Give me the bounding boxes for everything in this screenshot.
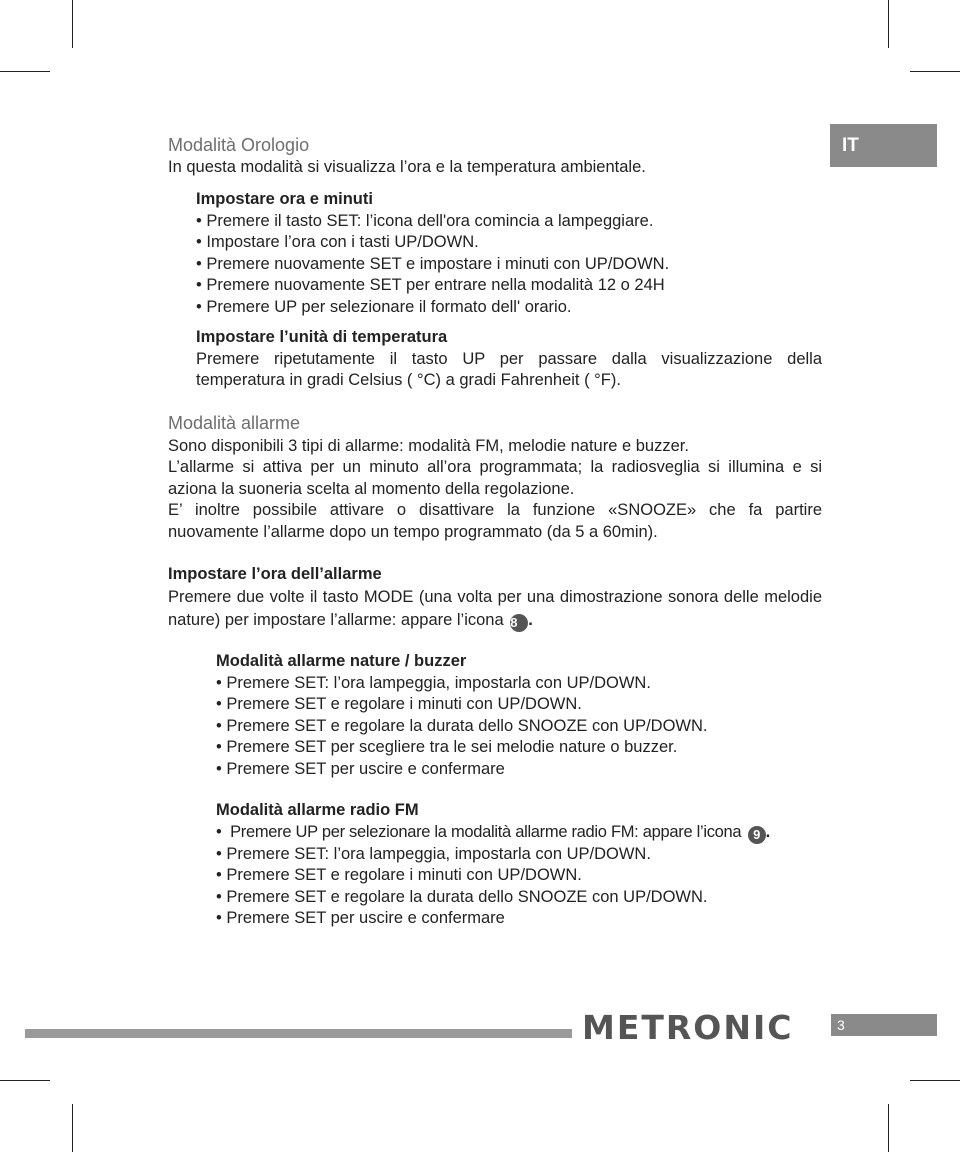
set-alarm-text bbox=[168, 586, 822, 632]
crop-mark bbox=[910, 71, 960, 72]
alarm-paragraph: Sono disponibili 3 tipi di allarme: modalità FM, melodie nature e buzzer. bbox=[168, 436, 689, 455]
set-time-list bbox=[196, 211, 836, 319]
list-item bbox=[216, 822, 836, 844]
list-item: • Premere SET: l’ora lampeggia, impostarla con UP/DOWN. bbox=[216, 673, 836, 695]
set-time-title: Impostare ora e minuti bbox=[196, 190, 373, 208]
brand-logo: METRONIC bbox=[582, 1008, 794, 1047]
set-alarm-section bbox=[168, 563, 822, 632]
crop-mark bbox=[910, 1080, 960, 1081]
list-item: • Premere SET e regolare la durata dello SNOOZE con UP/DOWN. bbox=[216, 716, 836, 738]
list-item: • Premere il tasto SET: l’icona dell'ora comincia a lampeggiare. bbox=[196, 211, 836, 233]
period: . bbox=[765, 822, 770, 841]
alarm-icon-8: 8 bbox=[510, 614, 528, 632]
temperature-text: Premere ripetutamente il tasto UP per passare dalla visualizzazione della temperatura in gradi Celsius ( °C) a gradi Fahrenheit ( °F). bbox=[196, 349, 822, 389]
alarm-paragraph: L’allarme si attiva per un minuto all’ora programmata; la radiosveglia si illumina e si aziona la suoneria scelta al momento della regolazione. bbox=[168, 458, 822, 498]
radio-title: Modalità allarme radio FM bbox=[216, 801, 419, 819]
period: . bbox=[528, 611, 533, 629]
list-item: • Premere SET per uscire e confermare bbox=[216, 759, 836, 781]
footer-bar bbox=[25, 1029, 572, 1038]
radio-first-item-text: Premere UP per selezionare la modalità allarme radio FM: appare l’icona bbox=[230, 822, 742, 841]
radio-list bbox=[216, 822, 836, 930]
crop-mark bbox=[72, 1104, 73, 1152]
crop-mark bbox=[0, 71, 50, 72]
nature-section bbox=[216, 651, 836, 780]
list-item: • Premere nuovamente SET e impostare i minuti con UP/DOWN. bbox=[196, 254, 836, 276]
list-item: • Premere SET e regolare i minuti con UP/DOWN. bbox=[216, 865, 836, 887]
temperature-section bbox=[196, 327, 822, 392]
list-item: • Premere SET per scegliere tra le sei melodie nature o buzzer. bbox=[216, 737, 836, 759]
list-item: • Premere SET per uscire e confermare bbox=[216, 908, 836, 930]
language-tab: IT bbox=[830, 124, 937, 167]
set-alarm-title: Impostare l’ora dell’allarme bbox=[168, 565, 382, 583]
crop-mark bbox=[888, 0, 889, 48]
clock-section bbox=[168, 135, 713, 178]
clock-title: Modalità Orologio bbox=[168, 135, 310, 155]
nature-title: Modalità allarme nature / buzzer bbox=[216, 652, 467, 670]
list-item: • Impostare l’ora con i tasti UP/DOWN. bbox=[196, 232, 836, 254]
temperature-title: Impostare l’unità di temperatura bbox=[196, 328, 448, 346]
list-item: • Premere SET e regolare i minuti con UP/DOWN. bbox=[216, 694, 836, 716]
alarm-title: Modalità allarme bbox=[168, 413, 301, 433]
alarm-paragraph: E’ inoltre possibile attivare o disattivare la funzione «SNOOZE» che fa partire nuovamente l’allarme dopo un tempo programmato (da 5 a 60min). bbox=[168, 501, 822, 541]
alarm-icon-9: 9 bbox=[748, 826, 766, 844]
nature-list bbox=[216, 673, 836, 781]
set-alarm-text-body: Premere due volte il tasto MODE (una volta per una dimostrazione sonora delle melodie nature) per impostare l’allarme: appare l’icona bbox=[168, 588, 822, 629]
page-number: 3 bbox=[831, 1014, 937, 1036]
crop-mark bbox=[0, 1080, 50, 1081]
crop-mark bbox=[72, 0, 73, 48]
alarm-section bbox=[168, 413, 822, 543]
crop-mark bbox=[888, 1104, 889, 1152]
clock-intro: In questa modalità si visualizza l’ora e la temperatura ambientale. bbox=[168, 157, 646, 176]
list-item: • Premere nuovamente SET per entrare nella modalità 12 o 24H bbox=[196, 275, 836, 297]
radio-section bbox=[216, 800, 836, 930]
list-item: • Premere SET: l’ora lampeggia, impostarla con UP/DOWN. bbox=[216, 844, 836, 866]
list-item: • Premere UP per selezionare il formato dell' orario. bbox=[196, 297, 836, 319]
set-time-section bbox=[196, 189, 836, 318]
list-item: • Premere SET e regolare la durata dello SNOOZE con UP/DOWN. bbox=[216, 887, 836, 909]
